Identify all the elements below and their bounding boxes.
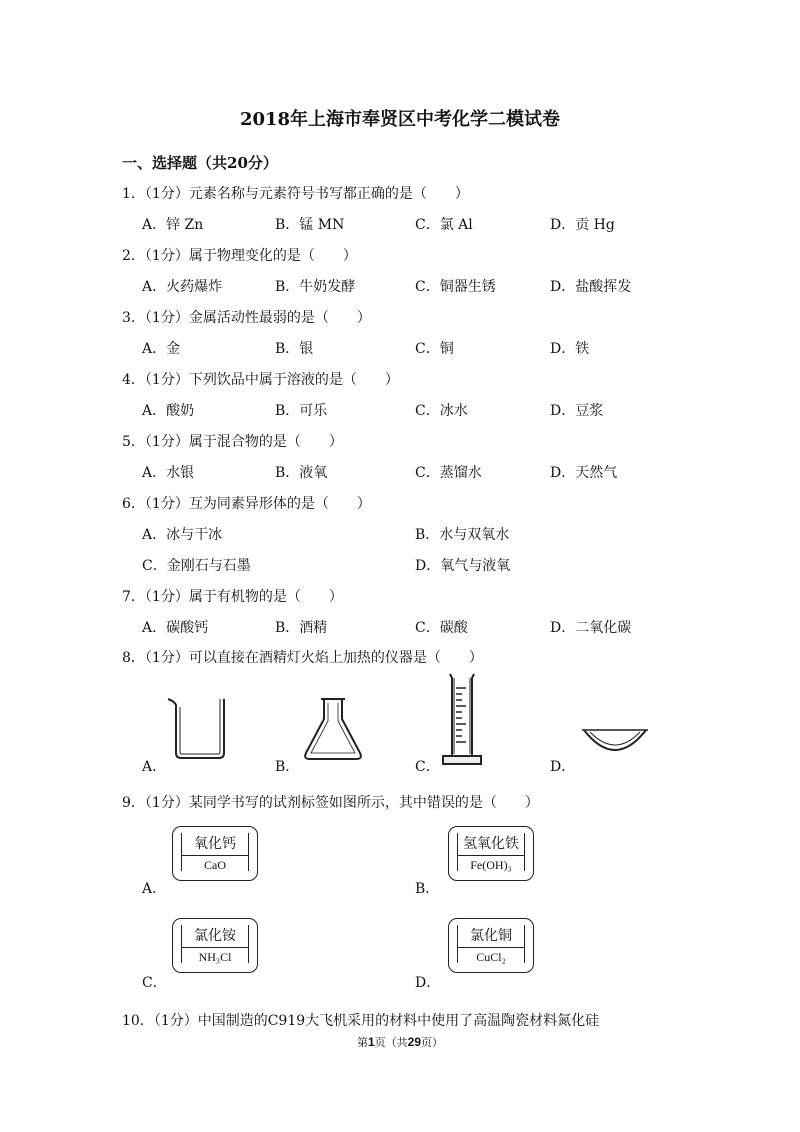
question-3-option-b: B．银 — [275, 341, 314, 357]
question-3-stem: 3．（1分）金属活动性最弱的是（ ） — [122, 310, 371, 326]
question-6-stem: 6．（1分）互为同素异形体的是（ ） — [122, 496, 371, 512]
footer-suffix: 页） — [421, 1036, 444, 1049]
question-9-option-a: A． — [142, 881, 167, 897]
question-2-stem: 2．（1分）属于物理变化的是（ ） — [122, 248, 357, 264]
reagent-name: 氢氧化铁 — [457, 833, 525, 856]
question-9-option-b: B． — [415, 881, 440, 897]
graduated-cylinder-image — [440, 670, 484, 770]
question-3-option-a: A．金 — [142, 341, 181, 357]
question-8-option-d: D． — [550, 759, 576, 775]
question-7-option-b: B．酒精 — [275, 620, 328, 636]
question-2-option-c: C．铜器生锈 — [415, 279, 496, 295]
question-6-option-d: D．氧气与液氧 — [415, 558, 511, 574]
question-4-stem: 4．（1分）下列饮品中属于溶液的是（ ） — [122, 372, 399, 388]
question-5-option-c: C．蒸馏水 — [415, 465, 482, 481]
page-number: 1 — [367, 1035, 375, 1049]
page-total: 29 — [407, 1035, 422, 1049]
reagent-formula: CaO — [204, 858, 226, 872]
question-1-option-a: A．锌 Zn — [142, 217, 204, 233]
reagent-formula: Fe(OH)₃ — [470, 858, 512, 872]
reagent-label-d — [448, 918, 534, 973]
footer-prefix: 第 — [356, 1036, 368, 1049]
question-4-option-d: D．豆浆 — [550, 403, 604, 419]
question-7-option-a: A．碳酸钙 — [142, 620, 209, 636]
question-2-option-b: B．牛奶发酵 — [275, 279, 356, 295]
question-7-option-d: D．二氧化碳 — [550, 620, 632, 636]
question-3-option-c: C．铜 — [415, 341, 454, 357]
reagent-label-b — [448, 826, 534, 881]
reagent-label-a — [172, 826, 258, 881]
footer-middle: 页（共 — [374, 1036, 408, 1049]
question-6-option-a: A．冰与干冰 — [142, 527, 223, 543]
question-8-stem: 8．（1分）可以直接在酒精灯火焰上加热的仪器是（ ） — [122, 650, 483, 666]
question-6-option-c: C．金刚石与石墨 — [142, 558, 251, 574]
question-10-stem: 10．（1分）中国制造的C919大飞机采用的材料中使用了高温陶瓷材料氮化硅 — [122, 1013, 600, 1029]
beaker-image — [164, 695, 234, 763]
question-4-option-b: B．可乐 — [275, 403, 328, 419]
question-8-option-b: B． — [275, 759, 300, 775]
section-heading: 一、选择题（共20分） — [122, 154, 278, 172]
question-3-option-d: D．铁 — [550, 341, 590, 357]
conical-flask-image — [300, 695, 366, 765]
question-9-stem: 9．（1分）某同学书写的试剂标签如图所示，其中错误的是（ ） — [122, 795, 539, 811]
question-5-option-d: D．天然气 — [550, 465, 618, 481]
question-8-option-c: C． — [415, 759, 440, 775]
reagent-name: 氯化铜 — [457, 925, 525, 948]
question-2-option-d: D．盐酸挥发 — [550, 279, 632, 295]
question-5-stem: 5．（1分）属于混合物的是（ ） — [122, 434, 343, 450]
question-1-option-d: D．贡 Hg — [550, 217, 615, 233]
page-title: 2018年上海市奉贤区中考化学二模试卷 — [239, 109, 561, 130]
question-9-option-c: C． — [142, 975, 167, 991]
question-9-option-d: D． — [415, 975, 441, 991]
question-7-option-c: C．碳酸 — [415, 620, 468, 636]
question-2-option-a: A．火药爆炸 — [142, 279, 223, 295]
page-footer — [0, 1034, 800, 1050]
question-5-option-b: B．液氧 — [275, 465, 328, 481]
question-7-stem: 7．（1分）属于有机物的是（ ） — [122, 589, 343, 605]
question-4-option-a: A．酸奶 — [142, 403, 195, 419]
reagent-name: 氧化钙 — [181, 833, 249, 856]
question-1-option-c: C．氯 Al — [415, 217, 473, 233]
question-8-option-a: A． — [142, 759, 167, 775]
reagent-name: 氯化铵 — [181, 925, 249, 948]
question-4-option-c: C．冰水 — [415, 403, 468, 419]
question-5-option-a: A．水银 — [142, 465, 195, 481]
reagent-formula: CuCl₂ — [476, 950, 506, 964]
reagent-formula: NH₃Cl — [198, 950, 232, 964]
reagent-label-c — [172, 918, 258, 973]
question-6-option-b: B．水与双氧水 — [415, 527, 510, 543]
evaporating-dish-image — [580, 722, 650, 762]
question-1-stem: 1．（1分）元素名称与元素符号书写都正确的是（ ） — [122, 186, 469, 202]
question-1-option-b: B．锰 MN — [275, 217, 345, 233]
